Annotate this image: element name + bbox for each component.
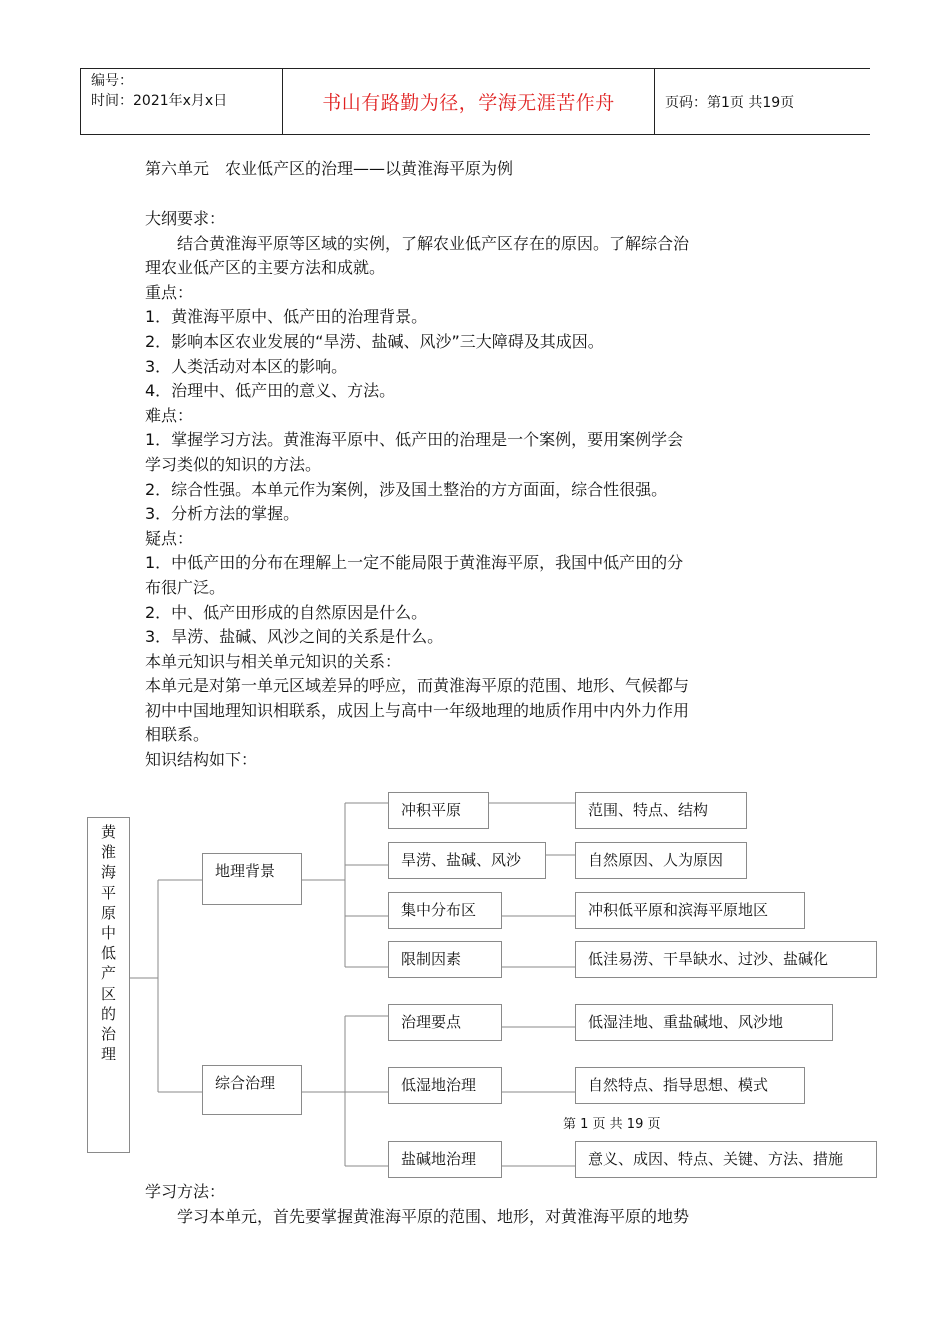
detail-node: 范围、特点、结构 xyxy=(575,792,747,829)
mid-node: 低湿地治理 xyxy=(388,1067,502,1104)
time-label: 时间：2021年x月x日 xyxy=(91,93,228,109)
body-line: 布很广泛。 xyxy=(145,577,226,597)
detail-node: 自然原因、人为原因 xyxy=(575,842,747,879)
detail-node: 冲积低平原和滨海平原地区 xyxy=(575,892,805,929)
detail-node: 自然特点、指导思想、模式 xyxy=(575,1067,805,1104)
body-line: 1．中低产田的分布在理解上一定不能局限于黄淮海平原，我国中低产田的分 xyxy=(145,553,684,573)
body-line: 大纲要求： xyxy=(145,209,226,228)
root-char: 的 xyxy=(100,1004,116,1023)
closing-text xyxy=(145,1180,689,1229)
root-char: 理 xyxy=(100,1045,116,1064)
body-line: 3．旱涝、盐碱、风沙之间的关系是什么。 xyxy=(145,627,444,647)
root-char: 区 xyxy=(100,984,116,1003)
body-line: 相联系。 xyxy=(145,725,210,745)
body-line: 疑点： xyxy=(145,528,194,548)
body-line: 知识结构如下： xyxy=(145,750,258,770)
root-char: 淮 xyxy=(100,843,116,862)
body-line: 学习类似的知识的方法。 xyxy=(145,454,322,474)
mid-node: 限制因素 xyxy=(388,941,502,978)
root-char: 黄 xyxy=(100,823,116,841)
page-footer: 第 1 页 共 19 页 xyxy=(563,1117,661,1132)
body-line: 理农业低产区的主要方法和成就。 xyxy=(145,258,386,278)
body-line: 2．综合性强。本单元作为案例，涉及国土整治的方方面面，综合性很强。 xyxy=(145,479,668,499)
root-char: 治 xyxy=(100,1025,116,1044)
mid-node: 集中分布区 xyxy=(388,892,502,929)
detail-node: 低湿洼地、重盐碱地、风沙地 xyxy=(575,1004,833,1041)
unit-title: 第六单元 农业低产区的治理——以黄淮海平原为例 xyxy=(145,159,514,178)
root-char: 原 xyxy=(100,903,116,922)
closing-line: 学习本单元，首先要掌握黄淮海平原的范围、地形，对黄淮海平原的地势 xyxy=(145,1206,690,1226)
header-motto: 书山有路勤为径，学海无涯苦作舟 xyxy=(283,69,655,134)
root-char: 产 xyxy=(100,964,116,983)
body-line: 2．中、低产田形成的自然原因是什么。 xyxy=(145,602,428,622)
root-char: 海 xyxy=(100,863,116,882)
detail-node: 意义、成因、特点、关键、方法、措施 xyxy=(575,1141,877,1178)
body-line: 初中中国地理知识相联系，成因上与高中一年级地理的地质作用中内外力作用 xyxy=(145,700,690,720)
root-node xyxy=(87,817,130,1153)
root-char: 平 xyxy=(100,883,116,902)
closing-line: 学习方法： xyxy=(145,1182,226,1201)
body-line: 结合黄淮海平原等区域的实例，了解农业低产区存在的原因。了解综合治 xyxy=(145,233,690,253)
root-char: 中 xyxy=(100,924,116,943)
body-line: 本单元是对第一单元区域差异的呼应，而黄淮海平原的范围、地形、气候都与 xyxy=(145,676,690,696)
body-line: 3．人类活动对本区的影响。 xyxy=(145,356,348,376)
body-line: 3．分析方法的掌握。 xyxy=(145,504,300,524)
body-line: 1．黄淮海平原中、低产田的治理背景。 xyxy=(145,307,428,327)
body-line: 1．掌握学习方法。黄淮海平原中、低产田的治理是一个案例，要用案例学会 xyxy=(145,430,684,450)
mid-node: 盐碱地治理 xyxy=(388,1141,502,1178)
body-line: 本单元知识与相关单元知识的关系： xyxy=(145,651,402,671)
mid-node: 旱涝、盐碱、风沙 xyxy=(388,842,546,879)
branch-node-background: 地理背景 xyxy=(202,853,302,905)
mid-node: 冲积平原 xyxy=(388,792,489,829)
branch-node-governance: 综合治理 xyxy=(202,1065,302,1115)
body-line: 难点： xyxy=(145,405,194,425)
body-line: 4．治理中、低产田的意义、方法。 xyxy=(145,381,396,401)
mid-node: 治理要点 xyxy=(388,1004,502,1041)
body-line: 2．影响本区农业发展的“旱涝、盐碱、风沙”三大障碍及其成因。 xyxy=(145,331,604,351)
number-label: 编号： xyxy=(91,73,133,89)
header-page-label: 页码：第1页 共19页 xyxy=(665,94,795,111)
root-char: 低 xyxy=(100,944,116,963)
detail-node: 低洼易涝、干旱缺水、过沙、盐碱化 xyxy=(575,941,877,978)
body-line: 重点： xyxy=(145,282,194,302)
